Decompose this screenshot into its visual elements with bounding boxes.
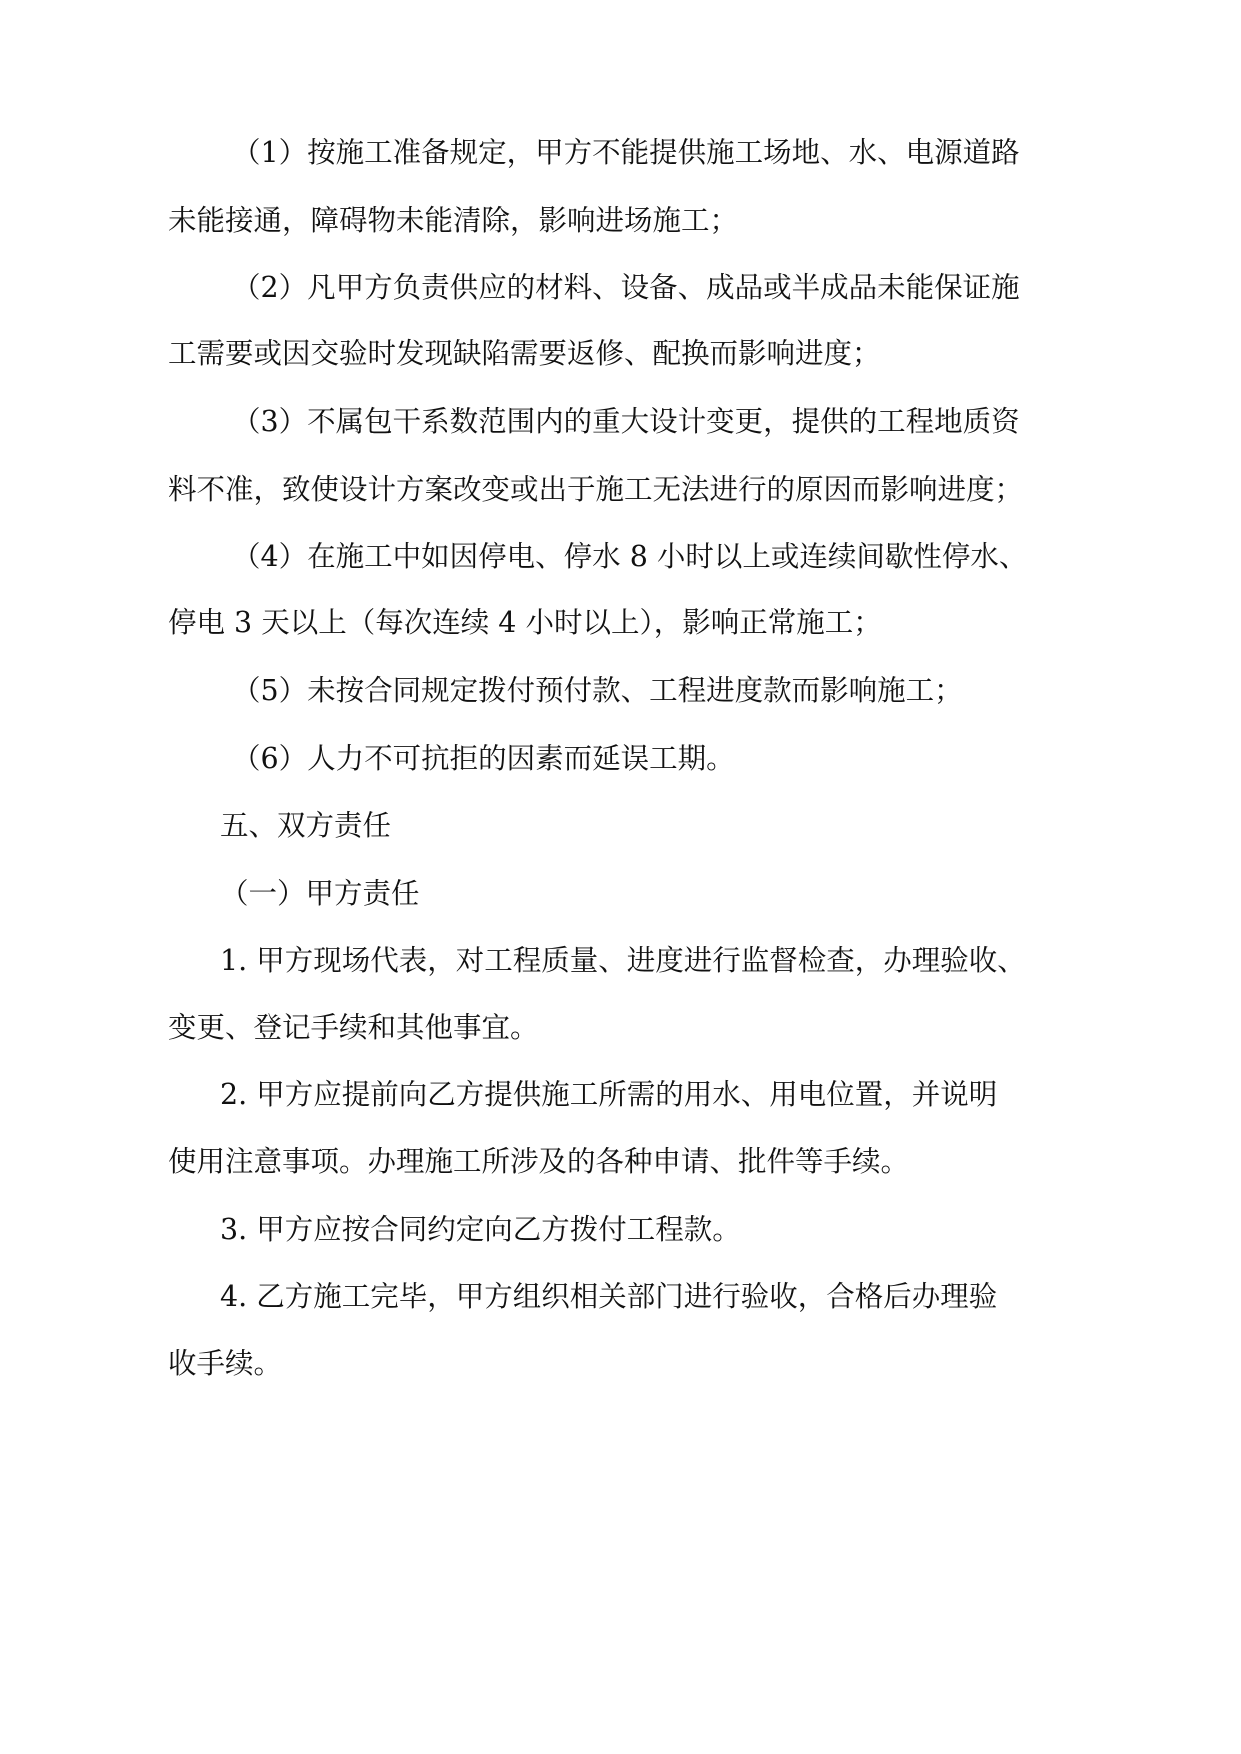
section-heading: 五、双方责任 bbox=[220, 809, 392, 842]
paragraph-line: （1）按施工准备规定，甲方不能提供施工场地、水、电源道路 bbox=[232, 136, 1020, 169]
list-item-line: 4. 乙方施工完毕，甲方组织相关部门进行验收，合格后办理验 bbox=[220, 1280, 998, 1313]
list-item-line: 收手续。 bbox=[168, 1347, 283, 1380]
list-item-line: 1. 甲方现场代表，对工程质量、进度进行监督检查，办理验收、 bbox=[220, 944, 1026, 977]
paragraph-line: （4）在施工中如因停电、停水 8 小时以上或连续间歇性停水、 bbox=[232, 540, 1028, 573]
subsection-heading: （一）甲方责任 bbox=[220, 877, 420, 910]
paragraph-line: （3）不属包干系数范围内的重大设计变更，提供的工程地质资 bbox=[232, 405, 1020, 438]
list-item-line: 变更、登记手续和其他事宜。 bbox=[168, 1011, 539, 1044]
paragraph-line: 停电 3 天以上（每次连续 4 小时以上），影响正常施工； bbox=[168, 606, 882, 639]
list-item-line: 3. 甲方应按合同约定向乙方拨付工程款。 bbox=[220, 1213, 741, 1246]
paragraph-line: （5）未按合同规定拨付预付款、工程进度款而影响施工； bbox=[232, 674, 963, 707]
paragraph-line: （6）人力不可抗拒的因素而延误工期。 bbox=[232, 742, 735, 775]
paragraph-line: 料不准，致使设计方案改变或出于施工无法进行的原因而影响进度； bbox=[168, 473, 1024, 506]
list-item-line: 2. 甲方应提前向乙方提供施工所需的用水、用电位置，并说明 bbox=[220, 1078, 998, 1111]
paragraph-line: 未能接通，障碍物未能清除，影响进场施工； bbox=[168, 204, 739, 237]
list-item-line: 使用注意事项。办理施工所涉及的各种申请、批件等手续。 bbox=[168, 1145, 910, 1178]
paragraph-line: 工需要或因交验时发现缺陷需要返修、配换而影响进度； bbox=[168, 337, 881, 370]
paragraph-line: （2）凡甲方负责供应的材料、设备、成品或半成品未能保证施 bbox=[232, 271, 1020, 304]
